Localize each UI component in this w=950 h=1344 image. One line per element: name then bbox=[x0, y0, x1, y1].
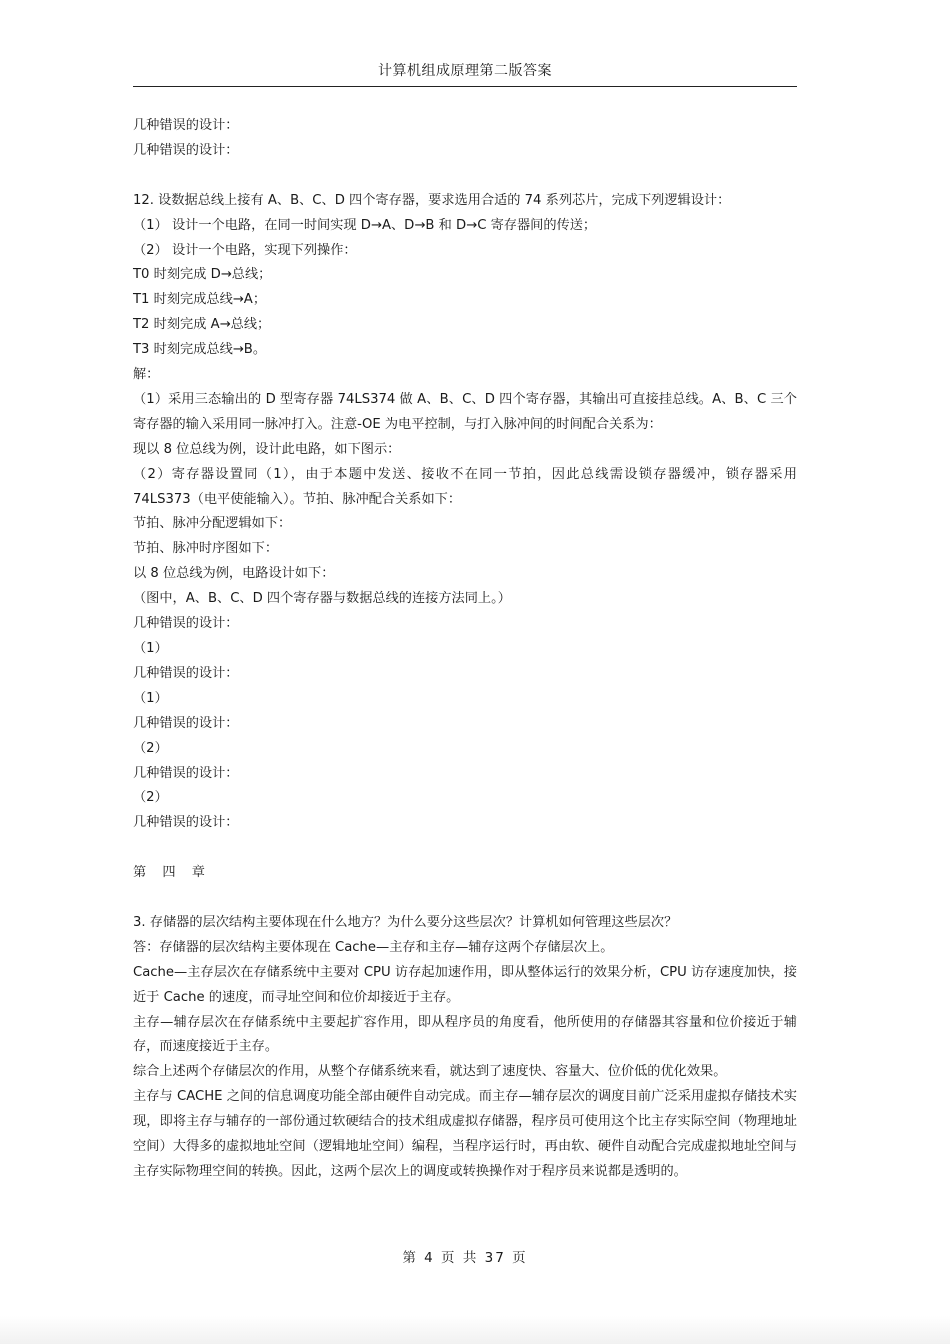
text-line: 解： bbox=[133, 367, 160, 383]
text-line: （1） bbox=[133, 641, 168, 657]
text-line: 几种错误的设计： bbox=[133, 616, 239, 632]
text-line: 节拍、脉冲时序图如下： bbox=[133, 541, 279, 557]
answer-paragraph: 主存—辅存层次在存储系统中主要起扩容作用，即从程序员的角度看，他所使用的存储器其容量和位价接近于辅存，而速度接近于主存。 bbox=[133, 1014, 797, 1055]
text-line: 几种错误的设计： bbox=[133, 142, 239, 158]
scan-edge bbox=[0, 1316, 950, 1344]
text-line: T0 时刻完成 D→总线； bbox=[133, 267, 272, 283]
answer-paragraph: Cache—主存层次在存储系统中主要对 CPU 访存起加速作用，即从整体运行的效果分析，CPU 访存速度加快，接近于 Cache 的速度，而寻址空间和位价却接近于主存。 bbox=[133, 964, 797, 1005]
answer-paragraph: （2）寄存器设置同（1），由于本题中发送、接收不在同一节拍，因此总线需设锁存器缓冲，锁存器采用 74LS373（电平使能输入）。节拍、脉冲配合关系如下： bbox=[133, 466, 797, 507]
text-line: 节拍、脉冲分配逻辑如下： bbox=[133, 516, 292, 532]
page-footer: 第 4 页 共 37 页 bbox=[402, 1250, 528, 1266]
text-line: （1） 设计一个电路，在同一时间实现 D→A、D→B 和 D→C 寄存器间的传送； bbox=[133, 217, 597, 233]
answer-paragraph: 主存与 CACHE 之间的信息调度功能全部由硬件自动完成。而主存—辅存层次的调度目前广泛采用虚拟存储技术实现，即将主存与辅存的一部份通过软硬结合的技术组成虚拟存储器，程序员可使用这个比主存实际空间（物理地址空间）大得多的虚拟地址空间（逻辑地址空间）编程，当程序运行时，再由软、硬件自动配合完成虚拟地址空间与主存实际物理空间的转换。因此，这两个层次上的调度或转换操作对于程序员来说都是透明的。 bbox=[133, 1089, 797, 1180]
chapter-heading: 第 四 章 bbox=[133, 865, 211, 881]
answer-paragraph: 综合上述两个存储层次的作用，从整个存储系统来看，就达到了速度快、容量大、位价低的优化效果。 bbox=[133, 1064, 727, 1080]
text-line: （1） bbox=[133, 690, 168, 706]
text-line: （图中，A、B、C、D 四个寄存器与数据总线的连接方法同上。） bbox=[133, 591, 511, 607]
question-3: 3. 存储器的层次结构主要体现在什么地方？为什么要分这些层次？计算机如何管理这些层次？ bbox=[133, 914, 678, 930]
document-body bbox=[133, 114, 797, 1185]
text-line: 答：存储器的层次结构主要体现在 Cache—主存和主存—辅存这两个存储层次上。 bbox=[133, 939, 614, 955]
text-line: T1 时刻完成总线→A； bbox=[133, 292, 267, 308]
text-line: 几种错误的设计： bbox=[133, 715, 239, 731]
text-line: 几种错误的设计： bbox=[133, 815, 239, 831]
text-line: 几种错误的设计： bbox=[133, 118, 239, 133]
text-line: 以 8 位总线为例，电路设计如下： bbox=[133, 566, 335, 582]
text-line: 现以 8 位总线为例，设计此电路，如下图示： bbox=[133, 441, 401, 457]
text-line: 几种错误的设计： bbox=[133, 765, 239, 781]
page-header: 计算机组成原理第二版答案 bbox=[133, 60, 797, 87]
text-line: （2） bbox=[133, 740, 168, 756]
text-line: 几种错误的设计： bbox=[133, 665, 239, 681]
text-line: T3 时刻完成总线→B。 bbox=[133, 342, 267, 358]
text-line: （2） bbox=[133, 790, 168, 806]
question-12: 12. 设数据总线上接有 A、B、C、D 四个寄存器，要求选用合适的 74 系列芯片，完成下列逻辑设计： bbox=[133, 192, 731, 208]
answer-paragraph: （1）采用三态输出的 D 型寄存器 74LS374 做 A、B、C、D 四个寄存器，其输出可直接挂总线。A、B、C 三个寄存器的输入采用同一脉冲打入。注意-OE 为电平控制，与打入脉冲间的时间配合关系为： bbox=[133, 391, 797, 432]
text-line: T2 时刻完成 A→总线； bbox=[133, 317, 271, 333]
text-line: （2） 设计一个电路，实现下列操作： bbox=[133, 242, 357, 258]
